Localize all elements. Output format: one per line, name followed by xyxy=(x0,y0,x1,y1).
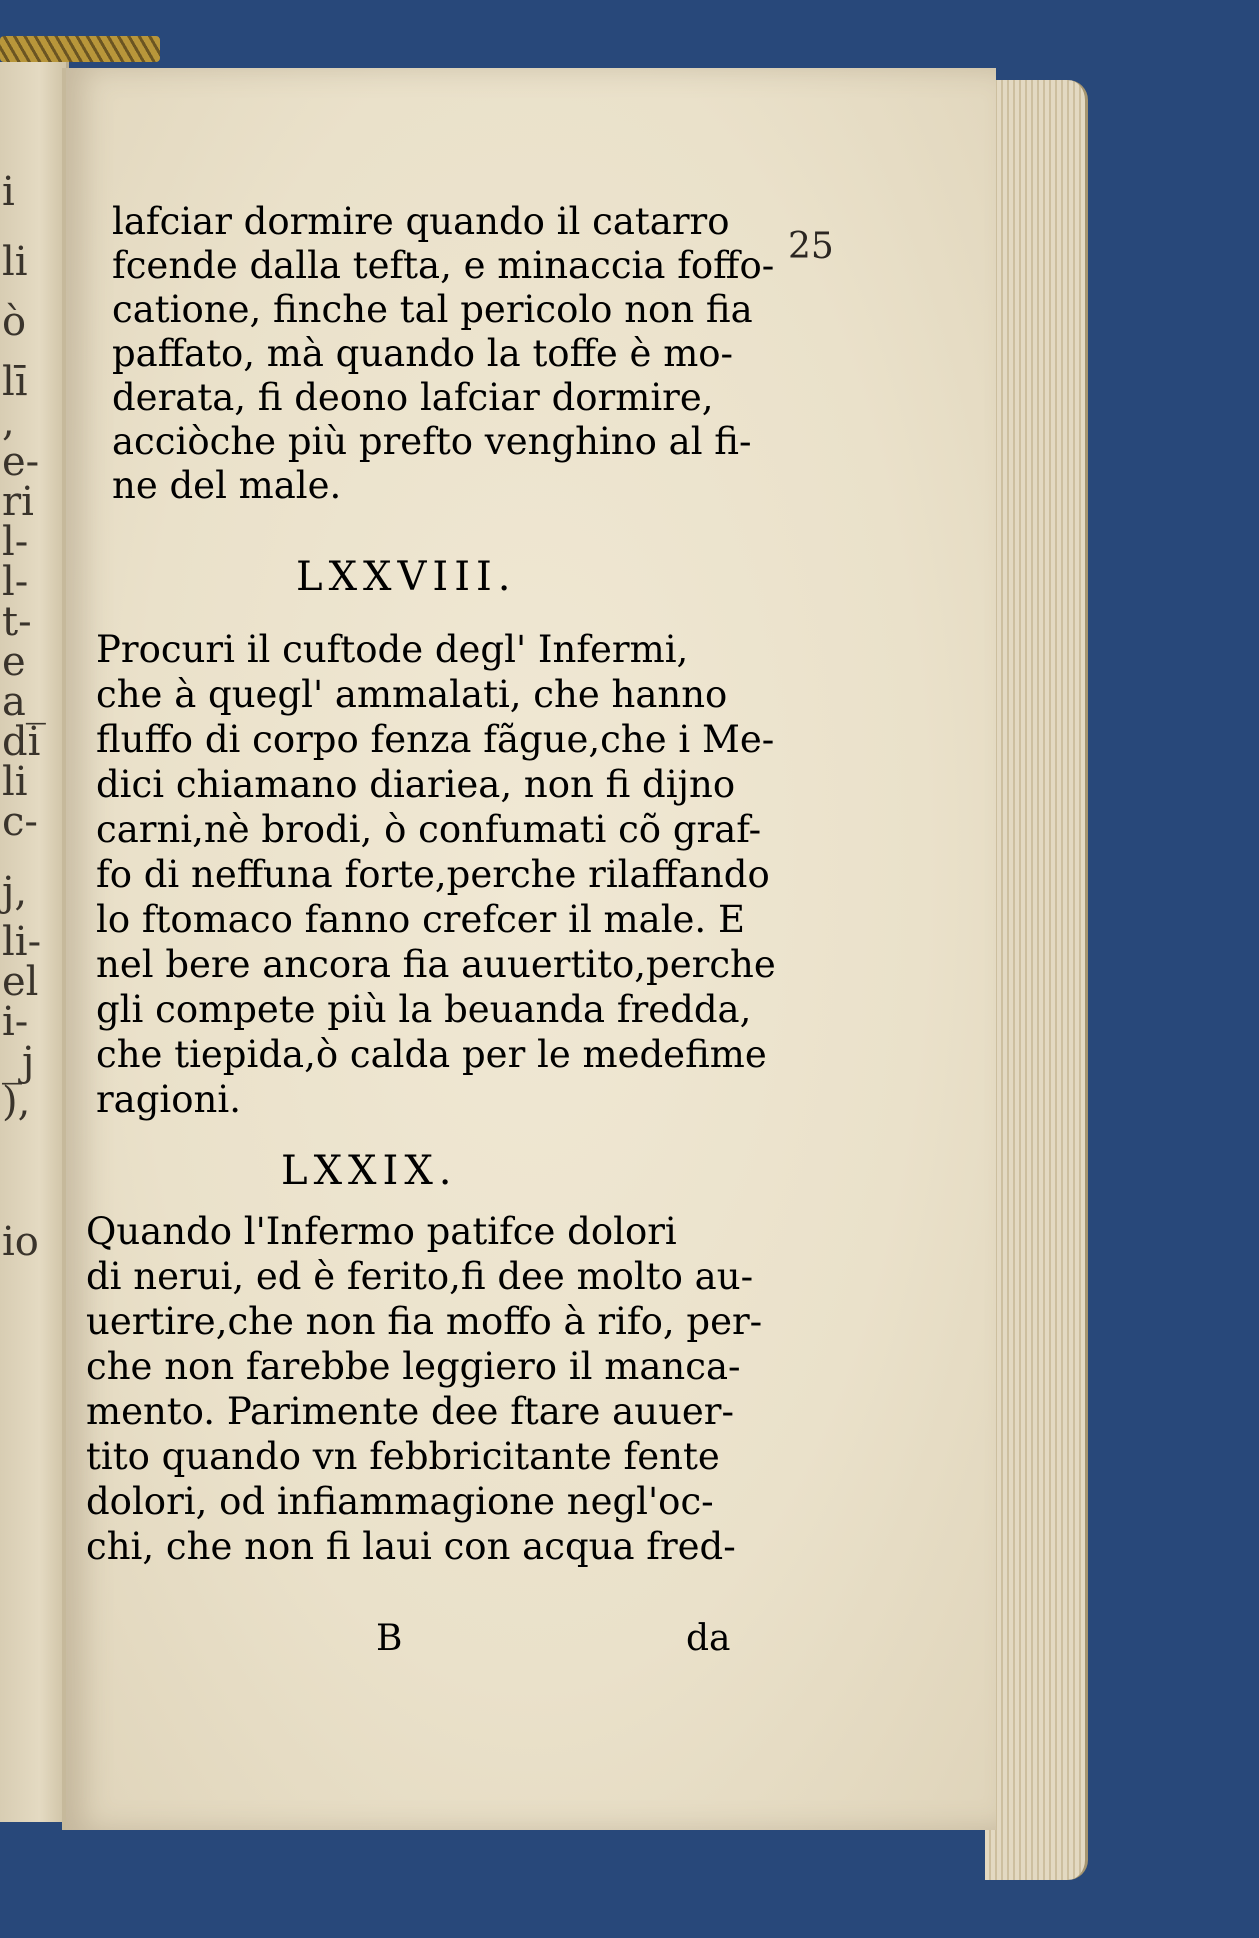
text-line: ragioni. xyxy=(96,1078,241,1121)
text-line: mento. Parimente dee ftare auuer- xyxy=(86,1390,734,1433)
text-line: dici chiamano diariea, non fi dijno xyxy=(96,763,736,806)
text-line: paffato, mà quando la toffe è mo- xyxy=(112,332,734,375)
signature-mark: B xyxy=(376,1618,403,1659)
left-margin-fragment: , xyxy=(2,399,15,445)
section-heading: LXXIX. xyxy=(281,1148,458,1194)
left-margin-fragment: t- xyxy=(2,599,32,645)
text-line: acciòche più prefto venghino al fi- xyxy=(112,420,752,463)
left-margin-fragment: _j xyxy=(2,1039,35,1085)
text-line: fluffo di corpo fenza fãgue,che i Me- xyxy=(96,718,775,761)
left-facing-page xyxy=(0,62,69,1822)
left-margin-fragment: ), xyxy=(2,1079,31,1125)
text-line: nel bere ancora fia auuertito,perche xyxy=(96,943,776,986)
text-line: uertire,che non fia moffo à rifo, per- xyxy=(86,1300,763,1343)
text-line: derata, fi deono lafciar dormire, xyxy=(112,376,714,419)
left-margin-fragment: e xyxy=(2,639,26,685)
left-margin-fragment: c- xyxy=(2,799,38,845)
left-margin-fragment: lī xyxy=(2,359,28,405)
text-line: di nerui, ed è ferito,fi dee molto au- xyxy=(86,1255,754,1298)
text-line: fo di neffuna forte,perche rilaffando xyxy=(96,853,770,896)
left-margin-fragment: l- xyxy=(2,559,29,605)
text-line: dolori, od infiammagione negl'oc- xyxy=(86,1480,714,1523)
left-margin-fragment: j, xyxy=(2,869,28,915)
binding-thread xyxy=(0,36,160,62)
book-page xyxy=(62,68,996,1830)
section-heading: LXXVIII. xyxy=(296,554,517,600)
left-margin-fragment: li xyxy=(2,239,28,285)
text-line: che tiepida,ò calda per le medefime xyxy=(96,1033,767,1076)
left-margin-fragment: i xyxy=(2,169,15,215)
catchword: da xyxy=(686,1618,731,1659)
text-line: che non farebbe leggiero il manca- xyxy=(86,1345,741,1388)
left-margin-fragment: a_ xyxy=(2,679,46,725)
text-line: tito quando vn febbricitante fente xyxy=(86,1435,720,1478)
text-line: carni,nè brodi, ò confumati cõ graf- xyxy=(96,808,762,851)
left-margin-fragment: l- xyxy=(2,519,29,565)
page-number: 25 xyxy=(788,226,834,267)
text-line: lo ftomaco fanno crefcer il male. E xyxy=(96,898,745,941)
text-line: Procuri il cuftode degl' Infermi, xyxy=(96,628,689,671)
text-line: fcende dalla tefta, e minaccia foffo- xyxy=(112,244,775,287)
left-margin-fragment: i- xyxy=(2,999,29,1045)
left-margin-fragment: ò xyxy=(2,299,27,345)
left-margin-fragment: di xyxy=(2,719,41,765)
left-margin-fragment: io xyxy=(2,1219,39,1265)
left-margin-fragment: el xyxy=(2,959,39,1005)
text-line: gli compete più la beuanda fredda, xyxy=(96,988,752,1031)
text-line: Quando l'Infermo patifce dolori xyxy=(86,1210,677,1253)
left-margin-fragment: li- xyxy=(2,919,42,965)
text-line: che à quegl' ammalati, che hanno xyxy=(96,673,728,716)
text-line: lafciar dormire quando il catarro xyxy=(112,200,730,243)
text-line: ne del male. xyxy=(112,464,342,507)
left-margin-fragment: li xyxy=(2,759,28,805)
left-margin-fragment: ri xyxy=(2,479,34,525)
text-line: catione, finche tal pericolo non fia xyxy=(112,288,753,331)
left-margin-fragment: e- xyxy=(2,439,40,485)
text-line: chi, che non fi laui con acqua fred- xyxy=(86,1525,736,1568)
page-edges xyxy=(985,80,1088,1880)
